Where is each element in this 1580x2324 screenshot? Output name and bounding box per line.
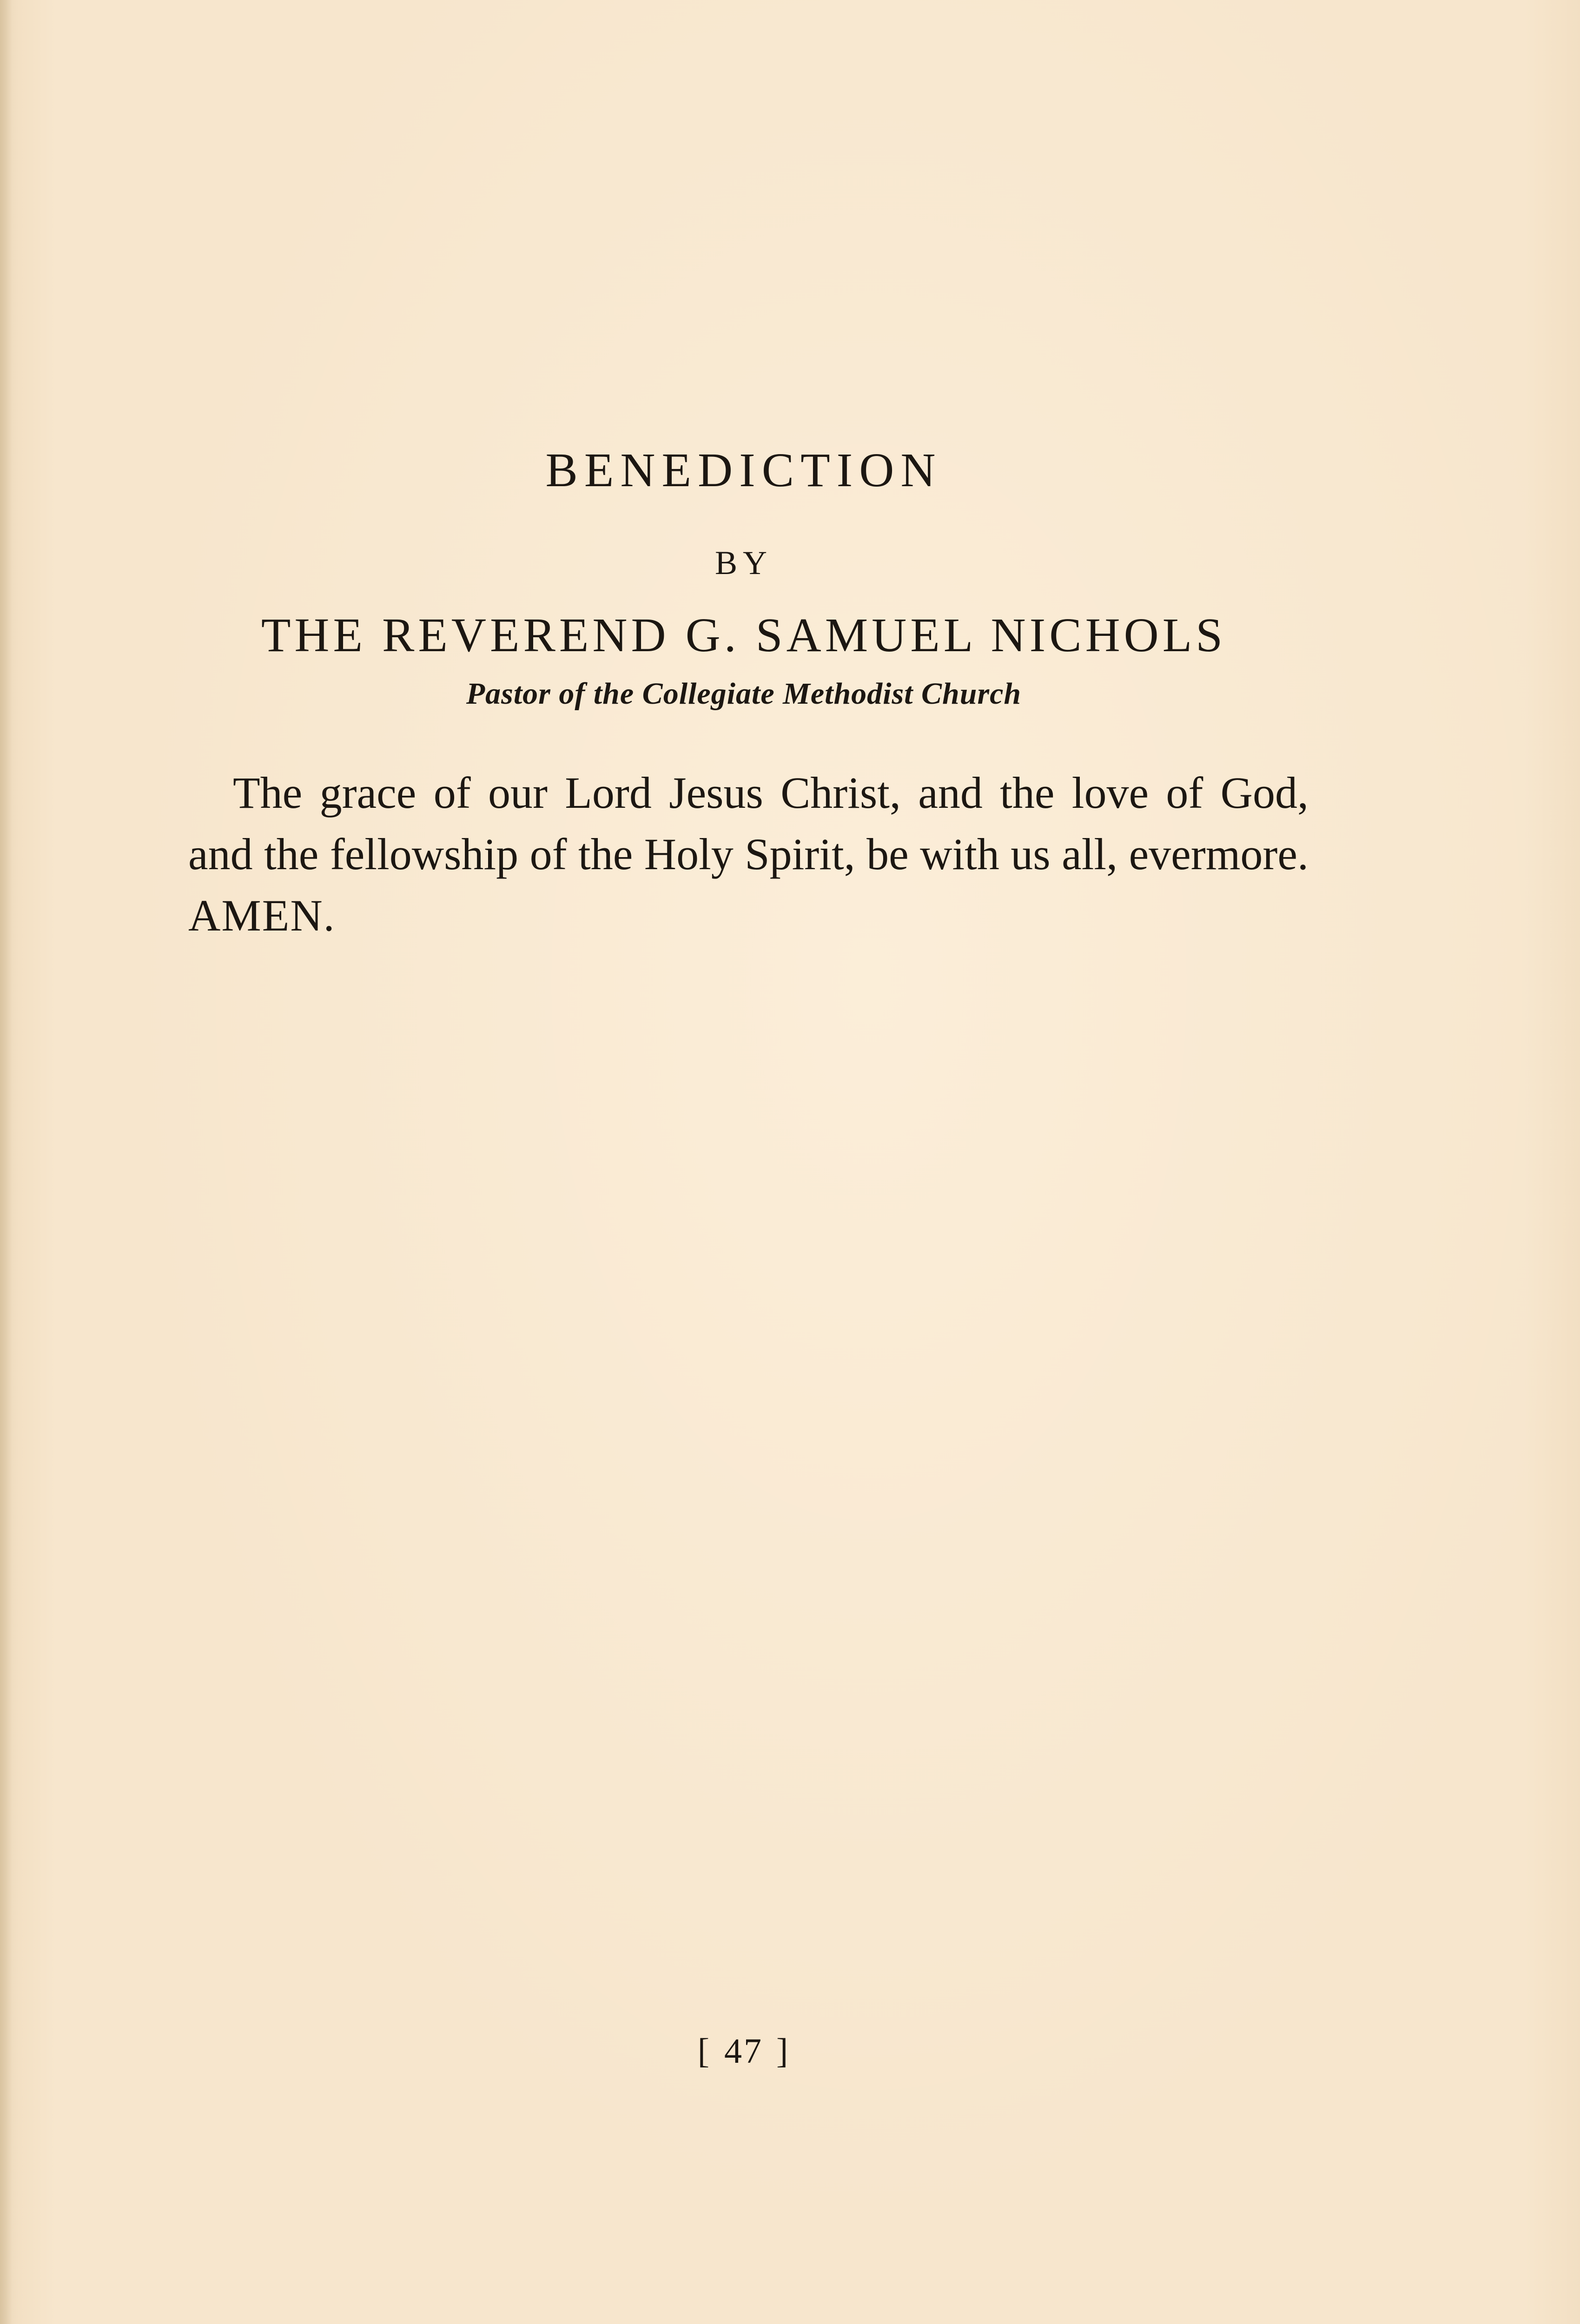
page-number-open-bracket: [ (697, 2032, 711, 2071)
byline-label: BY (714, 544, 773, 581)
speaker-name: THE REVEREND G. SAMUEL NICHOLS (261, 608, 1227, 662)
page-title: BENEDICTION (545, 443, 942, 497)
benediction-body: The grace of our Lord Jesus Christ, and the love of God, and the fellowship of the Holy Spirit, be with us all, evermore. (188, 768, 1309, 879)
speaker-role: Pastor of the Collegiate Methodist Church (466, 677, 1022, 711)
page-binding-edge (0, 0, 12, 2324)
benediction-text (188, 762, 1309, 946)
page-number-value: 47 (724, 2032, 763, 2071)
amen-closing: AMEN. (188, 891, 336, 940)
page-number-close-bracket: ] (776, 2032, 790, 2071)
page-number (0, 2034, 1487, 2069)
